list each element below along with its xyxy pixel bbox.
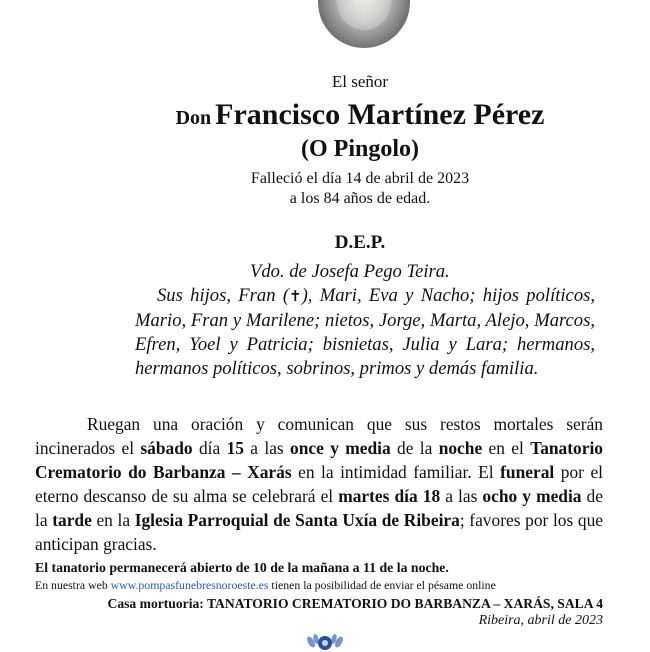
- portrait-photo: [318, 0, 410, 48]
- website-link[interactable]: www.pompasfunebresnoroeste.es: [110, 578, 269, 592]
- rip-heading: D.E.P.: [334, 232, 386, 253]
- place-date: Ribeira, abril de 2023: [478, 613, 603, 628]
- widow-line: Vdo. de Josefa Pego Teira.: [250, 261, 450, 282]
- family-block: [135, 260, 595, 381]
- laurel-emblem-logo: [294, 630, 356, 652]
- cross-icon: ✝: [289, 289, 302, 305]
- casa-mortuoria: Casa mortuoria: TANATORIO CREMATORIO DO BARBANZA – XARÁS, SALA 4: [107, 596, 603, 611]
- family-list: [135, 284, 595, 381]
- announcement-paragraph: Ruegan una oración y comunican que sus restos mortales serán incinerados el sábado día 15 a las once y media de la noche en el Tanatorio Crematorio do Barbanza – Xarás en la intimidad familiar. El funeral por el eterno descanso de su alma se celebrará el martes día 18 a las ocho y media de la tarde en la Iglesia Parroquial de Santa Uxía de Ribeira; favores por los que anticipan gracias.: [35, 414, 603, 554]
- full-name: Francisco Martínez Pérez: [215, 98, 545, 131]
- crematorium-name: Tanatorio Crematorio do Barbanza – Xarás: [35, 438, 603, 482]
- portrait-face: [336, 0, 392, 30]
- children-rest: ), Mari, Eva y Nacho; hijos políticos, Mario, Fran y Marilene; nietos, Jorge, Marta, Alejo, Marcos, Efren, Yoel y Patricia; bisnietas, Julia y Lara; hermanos, hermanos políticos, sobrinos, primos y demás familia.: [135, 285, 595, 379]
- nickname: (O Pingolo): [301, 136, 419, 162]
- opening-hours: El tanatorio permanecerá abierto de 10 de la mañana a 11 de la noche.: [35, 560, 449, 575]
- church-name: Iglesia Parroquial de Santa Uxía de Ribeira: [134, 510, 460, 530]
- age: a los 84 años de edad.: [289, 190, 431, 207]
- deceased-name: [0, 98, 650, 132]
- honorific: Don: [175, 107, 212, 129]
- children-intro: Sus hijos, Fran (: [157, 285, 290, 306]
- title-prefix: El señor: [331, 72, 389, 91]
- announcement-body: [35, 412, 603, 556]
- death-date: Falleció el día 14 de abril de 2023: [250, 170, 470, 187]
- web-condolences: En nuestra web www.pompasfunebresnoroeste.es tienen la posibilidad de enviar el pésame online: [35, 578, 496, 592]
